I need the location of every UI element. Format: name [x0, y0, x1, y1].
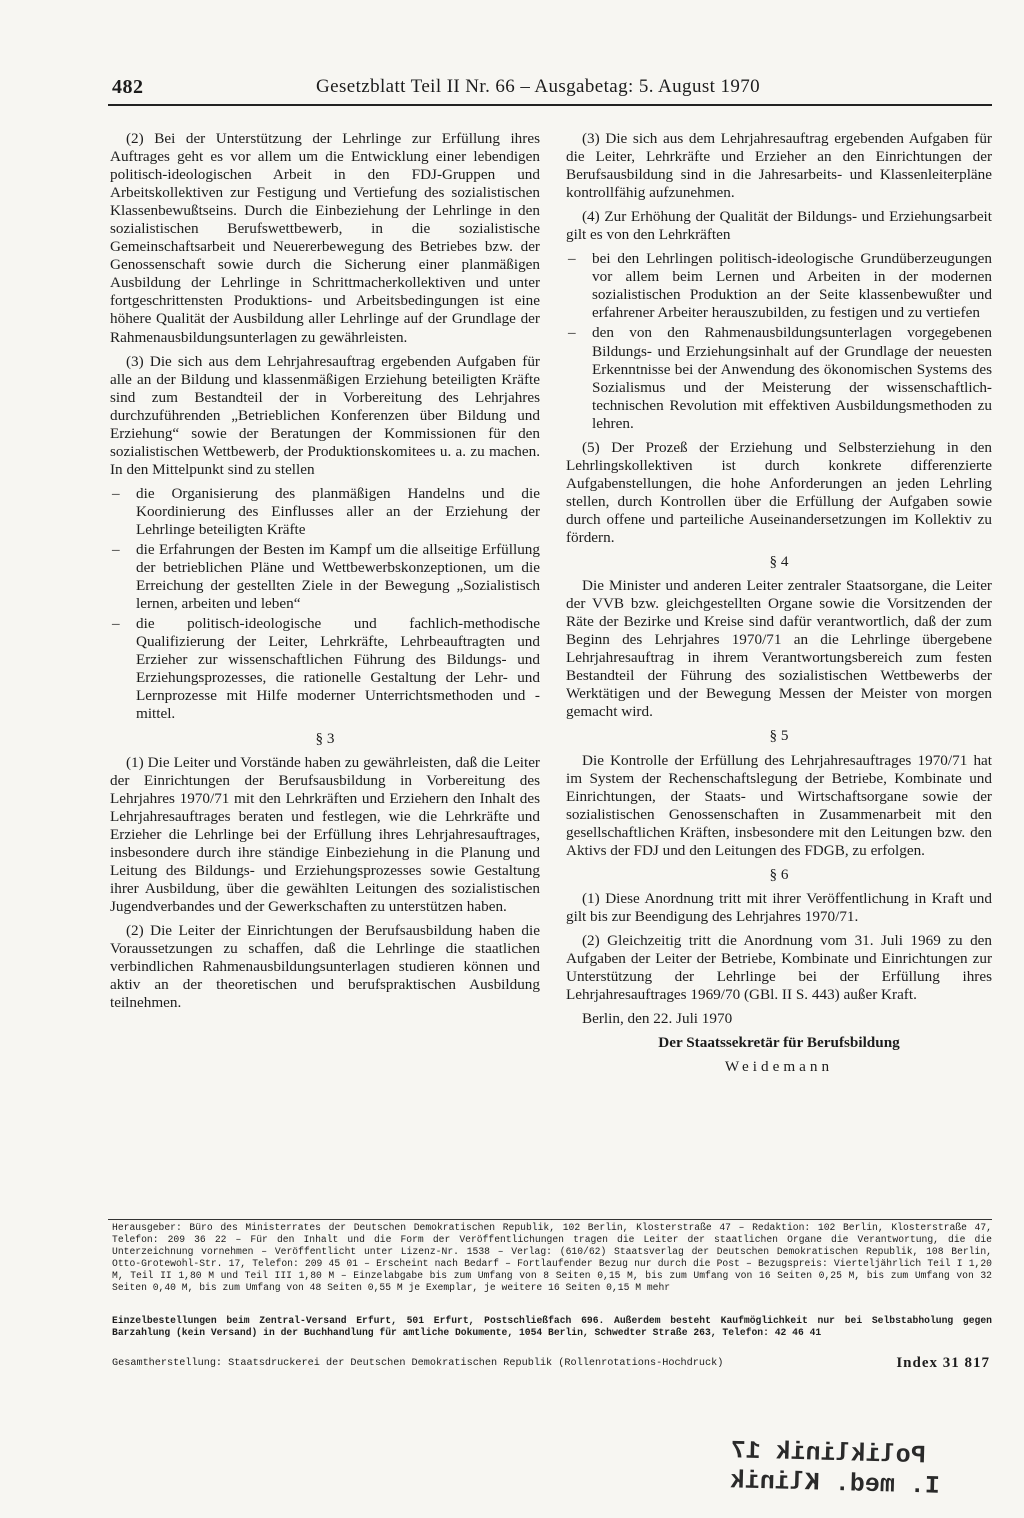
list-item: – die Organisierung des planmäßigen Handelns und die Koordinierung des Einflusses aller an der Erziehung der Lehrlinge beteiligten Kräfte — [110, 485, 540, 539]
signatory-office: Der Staatssekretär für Berufsbildung — [658, 1034, 900, 1052]
printer-line: Gesamtherstellung: Staatsdruckerei der Deutschen Demokratischen Republik (Rollenrotations-Hochdruck) — [112, 1358, 724, 1369]
section-heading: § 6 — [769, 865, 789, 883]
imprint-text: Herausgeber: Büro des Ministerrates der Deutschen Demokratischen Republik, 102 Berlin, Klosterstraße 47 – Redaktion: 102 Berlin, Klosterstraße 47, Telefon: 209 36 22 – Für den Inhalt und die Form der Veröffentlichungen tragen die Leiter der staatlichen Organe die Verantwortung, die die Unterzeichnung vornehmen – Veröffentlicht unter Lizenz-Nr. 1538 – Verlag: (610/62) Staatsverlag der Deutschen Demokratischen Republik, 108 Berlin, Otto-Grotewohl-Str. 17, Telefon: 209 45 01 – Erscheint nach Bedarf – Fortlaufender Bezug nur durch die Post – Bezugspreis: Vierteljährlich Teil I 1,20 M, Teil II 1,80 M und Teil III 1,80 M – Einzelabgabe bis zum Umfang von 8 Seiten 0,15 M, bis zum Umfang von 16 Seiten 0,25 M, bis zum Umfang von 32 Seiten 0,40 M, bis zum Umfang von 48 Seiten 0,55 M je Exemplar, je weitere 16 Seiten 0,15 M mehr — [112, 1222, 992, 1293]
paragraph: (1) Diese Anordnung tritt mit ihrer Veröffentlichung in Kraft und gilt bis zur Beendigung des Lehrjahres 1970/71. — [566, 889, 992, 925]
section-heading: § 4 — [769, 553, 789, 571]
left-column — [110, 130, 540, 1018]
list-item: – die politisch-ideologische und fachlich-methodische Qualifizierung der Leiter, Lehrkräfte, Lehrbeauftragten und Erzieher zur wissenschaftlichen Führung des Bildungs- und Erziehungsprozesses, die rationelle Gestaltung der Lehr- und Lernprozesse mit Hilfe moderner Unterrichtsmethoden und -mittel. — [110, 615, 540, 723]
index-number: Index 31 817 — [896, 1355, 990, 1371]
paragraph: (2) Die Leiter der Einrichtungen der Berufsausbildung haben die Voraussetzungen zu schaffen, daß die Lehrlinge die staatlichen verbindlichen Rahmenausbildungsunterlagen studieren können und aktiv an der theoretischen und berufspraktischen Ausbildung teilnehmen. — [110, 921, 540, 1012]
paragraph: (3) Die sich aus dem Lehrjahresauftrag ergebenden Aufgaben für die Leiter, Lehrkräfte und Erzieher an den Einrichtungen der Berufsausbildung sind in die Jahresarbeits- und Klassenleiterpläne kontrollfähig aufzunehmen. — [566, 130, 992, 202]
header-title: Gesetzblatt Teil II Nr. 66 – Ausgabetag: 5. August 1970 — [316, 76, 761, 97]
section-heading: § 5 — [769, 727, 789, 745]
ordering-info: Einzelbestellungen beim Zentral-Versand Erfurt, 501 Erfurt, Postschließfach 696. Außerdem besteht Kaufmöglichkeit nur bei Selbstabholung gegen Barzahlung (kein Versand) in der Buchhandlung für amtliche Dokumente, 1054 Berlin, Schwedter Straße 263, Telefon: 42 46 41 — [112, 1315, 992, 1338]
paragraph: Die Kontrolle der Erfüllung des Lehrjahresauftrages 1970/71 hat im System der Rechenschaftslegung der Betriebe, Kombinate und Einrichtungen, der Staats- und Wirtschaftsorgane sowie der sozialistischen Genossenschaften in Zusammenarbeit mit den gesellschaftlichen Kräften, insbesondere mit den Leitungen bzw. den Aktivs der FDJ und den Leitungen des FDGB, zu erfolgen. — [566, 751, 992, 859]
section-heading: § 3 — [315, 729, 335, 747]
imprint-rule — [108, 1219, 992, 1220]
header-rule — [108, 104, 992, 106]
paragraph: (2) Bei der Unterstützung der Lehrlinge zur Erfüllung ihres Auftrages geht es vor allem um die Entwicklung einer lebendigen politisch-ideologischen Arbeit in den FDJ-Gruppen und Arbeitskollektiven zur Festigung und Vertiefung des sozialistischen Klassenbewußtseins. Durch die Einbeziehung der Lehrlinge in den sozialistischen Berufswettbewerb, in die sozialistische Gemeinschaftsarbeit und Neuererbewegung des Betriebes bzw. der Genossenschaft sowie durch die Sicherung einer planmäßigen Ausbildung der Lehrlinge in Schrittmacherkollektiven und unter fortgeschrittensten Produktions- und Arbeitsbedingungen ist eine höhere Qualität der Ausbildung aller Lehrlinge auf der Grundlage der Rahmenausbildungsunterlagen zu gewährleisten. — [110, 130, 540, 346]
paragraph: (5) Der Prozeß der Erziehung und Selbsterziehung in den Lehrlingskollektiven ist durch konkrete differenzierte Aufgabenstellungen, die hohe Anforderungen an jeden Lehrling stellen, durch Kontrollen über die Erfüllung der Aufgaben sowie durch offene und parteiliche Auseinandersetzungen im Kollektiv zu fördern. — [566, 438, 992, 546]
stamp-line: Poliklinik 17 — [730, 1436, 926, 1471]
stamp-line: I. med. Klinik — [729, 1466, 941, 1501]
bullet-list — [566, 250, 992, 432]
paragraph: Die Minister und anderen Leiter zentraler Staatsorgane, die Leiter der VVB bzw. gleichgestellten Organe sowie die Vorsitzenden der Räte der Bezirke und Kreise sind dafür verantwortlich, daß der zum Beginn des Lehrjahres 1970/71 an die Lehrlinge übergebene Lehrjahresauftrag in ihrem Verantwortungsbereich zum festen Bestandteil der Führung des sozialistischen Wettbewerbs der Werktätigen und der Bewegung Messen der Meister von morgen gemacht wird. — [566, 577, 992, 721]
paragraph: (2) Gleichzeitig tritt die Anordnung vom 31. Juli 1969 zu den Aufgaben der Leiter der Betriebe, Kombinate und Einrichtungen zur Unterstützung der Lehrlinge bei der Erfüllung ihres Lehrjahresauftrages 1969/70 (GBl. II S. 443) außer Kraft. — [566, 931, 992, 1004]
paragraph: (4) Zur Erhöhung der Qualität der Bildungs- und Erziehungsarbeit gilt es von den Lehrkräften — [566, 208, 992, 244]
place-date: Berlin, den 22. Juli 1970 — [582, 1010, 733, 1028]
right-column — [566, 130, 992, 1082]
signatory-name: Weidemann — [724, 1058, 834, 1076]
library-stamp — [729, 1436, 1021, 1518]
bullet-list — [110, 485, 540, 724]
paragraph: (1) Die Leiter und Vorstände haben zu gewährleisten, daß die Leiter der Einrichtungen der Berufsausbildung in Vorbereitung des Lehrjahres 1970/71 mit den Lehrkräften und Erziehern den Inhalt des Lehrjahresauftrages beraten und festlegen, wie die Lehrkräfte und Erzieher die Lehrlinge bei der Erfüllung ihres Lehrjahresauftrages, insbesondere durch ihre ständige Einbeziehung in die Planung und Leitung des Bildungs- und Erziehungsprozesses sowie Gestaltung ihrer Ausbildung, über die gewählten Leitungen des sozialistischen Jugendverbandes und der Gewerkschaften zu unterstützen haben. — [110, 753, 540, 915]
list-item: – bei den Lehrlingen politisch-ideologische Grundüberzeugungen vor allem beim Lernen und Arbeiten in der modernen sozialistischen Produktion an der Seite klassenbewußter und erfahrener Arbeiter herauszubilden, zu festigen und zu vertiefen — [566, 250, 992, 322]
page-number: 482 — [112, 76, 144, 98]
list-item: – den von den Rahmenausbildungsunterlagen vorgegebenen Bildungs- und Erziehungsinhalt auf der Grundlage der neuesten Erkenntnisse bei der Anwendung des ökonomischen Systems des Sozialismus und der Meisterung der wissenschaftlich-technischen Revolution mit effektiven Ausbildungsmethoden zu lehren. — [566, 324, 992, 432]
paragraph: (3) Die sich aus dem Lehrjahresauftrag ergebenden Aufgaben für alle an der Bildung und klassenmäßigen Erziehung beteiligten Kräfte sind zum Bestandteil der in Vorbereitung des Lehrjahres durchzuführenden „Betrieblichen Konferenzen über Bildung und Erziehung“ sowie der Beratungen der Kommissionen für den sozialistischen Wettbewerb, der Produktionskomitees u. a. zu machen. In den Mittelpunkt sind zu stellen — [110, 352, 540, 478]
list-item: – die Erfahrungen der Besten im Kampf um die allseitige Erfüllung der betrieblichen Pläne und Wettbewerbskonzeptionen, um die Erreichung der gestellten Ziele in der Bewegung „Sozialistisch lernen, arbeiten und leben“ — [110, 541, 540, 613]
